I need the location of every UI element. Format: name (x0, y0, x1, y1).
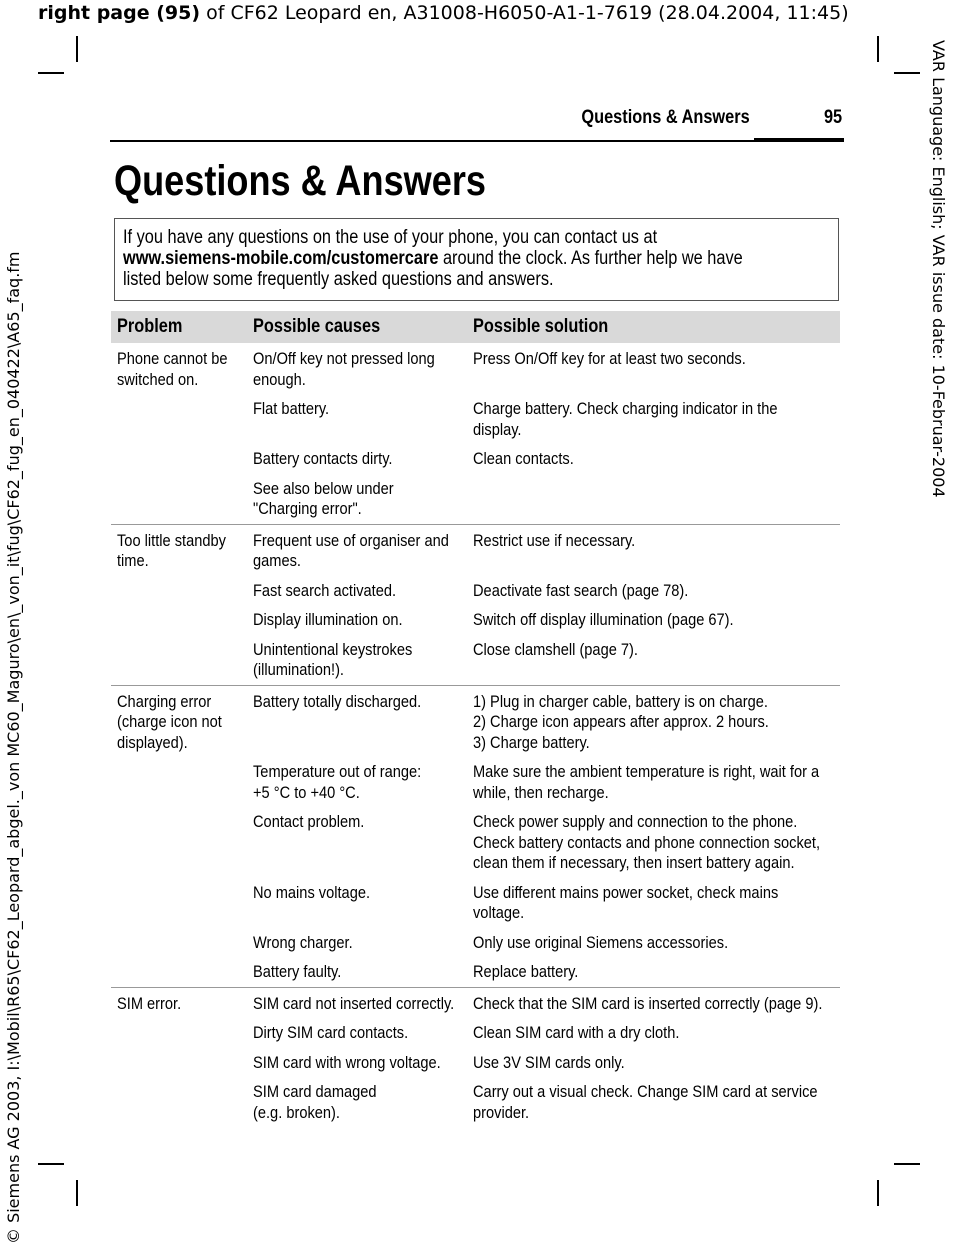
crop-mark (76, 36, 78, 62)
running-head (110, 104, 844, 142)
cause-cell-line: Dirty SIM card contacts. (253, 1023, 409, 1042)
customercare-link[interactable]: www.siemens-mobile.com/customercare (123, 248, 439, 269)
var-language-label: VAR Language: English; VAR issue date: 10-Februar-2004 (929, 40, 948, 498)
crop-mark (894, 1163, 920, 1165)
table-row (253, 962, 840, 983)
solution-cell-line: display. (473, 419, 522, 439)
problem-cell (117, 531, 247, 572)
solution-cell-line: Press On/Off key for at least two seconds. (473, 349, 746, 368)
solution-cell (473, 399, 827, 440)
cause-cell-line: Wrong charger. (253, 932, 353, 952)
cause-cell-line: SIM card damaged (253, 1082, 377, 1101)
solution-cell-line: Deactivate fast search (page 78). (473, 580, 689, 600)
problem-cell-line: Phone cannot be (117, 349, 228, 368)
solution-cell (473, 349, 790, 370)
solution-cell (473, 962, 596, 983)
table-row (253, 1053, 840, 1074)
cause-cell (253, 349, 464, 390)
problem-group (111, 988, 840, 1128)
intro-box (114, 218, 839, 301)
cause-cell-line: Temperature out of range: (253, 762, 422, 781)
solution-cell (473, 1023, 713, 1044)
header-causes: Possible causes (253, 316, 381, 337)
cause-cell-line: enough. (253, 369, 306, 389)
solution-cell-line: Close clamshell (page 7). (473, 639, 638, 659)
cause-cell (253, 933, 369, 954)
problem-cell-line: displayed). (117, 732, 188, 752)
page-title: Questions & Answers (114, 157, 487, 205)
problem-cell-line: switched on. (117, 369, 199, 389)
cause-cell-line: (illumination!). (253, 660, 344, 679)
cause-cell-line: Display illumination on. (253, 610, 403, 629)
solution-cell-line: provider. (473, 1102, 530, 1122)
cause-cell (253, 1023, 433, 1044)
solution-cell (473, 449, 590, 470)
problem-cell (117, 349, 247, 390)
table-row (253, 581, 840, 602)
cause-cell (253, 962, 356, 983)
solution-cell (473, 994, 879, 1015)
cause-cell-line: Flat battery. (253, 399, 330, 418)
table-row (253, 349, 840, 390)
header-rule (110, 140, 844, 142)
cause-cell-line: games. (253, 551, 301, 570)
page-number: 95 (823, 107, 842, 128)
cause-cell-line: "Charging error". (253, 499, 362, 518)
cause-cell (253, 640, 438, 681)
problem-group (111, 525, 840, 686)
solution-cell (473, 610, 776, 631)
intro-line (123, 248, 743, 269)
cause-cell (253, 581, 419, 602)
cause-cell-line: On/Off key not pressed long (253, 349, 435, 368)
table-row (253, 994, 840, 1015)
solution-cell-line: Use 3V SIM cards only. (473, 1052, 625, 1072)
print-stamp-bold: right page (95) (38, 2, 201, 24)
cause-cell (253, 399, 342, 420)
table-row (253, 812, 840, 874)
crop-mark (877, 1180, 879, 1206)
cause-cell (253, 1082, 397, 1123)
solution-cell-line: 3) Charge battery. (473, 732, 590, 752)
cause-cell-line: SIM card with wrong voltage. (253, 1052, 441, 1072)
cause-cell-line: Unintentional keystrokes (253, 639, 413, 659)
cause-cell-line: Fast search activated. (253, 580, 397, 600)
table-row (253, 1082, 840, 1123)
solution-cell-line: Check that the SIM card is inserted correctly (page 9). (473, 993, 823, 1013)
solution-cell-line: Replace battery. (473, 962, 579, 981)
problem-cell (117, 994, 247, 1015)
solution-cell-line: 2) Charge icon appears after approx. 2 hours. (473, 712, 769, 731)
solution-cell (473, 762, 876, 803)
solution-cell (473, 581, 723, 602)
crop-mark (38, 72, 64, 74)
crop-mark (894, 72, 920, 74)
table-header (111, 311, 840, 343)
header-problem: Problem (117, 316, 183, 337)
problem-cell (117, 692, 247, 754)
solution-cell-line: Check power supply and connection to the phone. (473, 812, 798, 831)
solution-cell-line: clean them if necessary, then insert battery again. (473, 853, 795, 872)
table-row (253, 883, 840, 924)
solution-cell-line: Charge battery. Check charging indicator in the (473, 399, 778, 418)
header-rule-accent (754, 138, 844, 142)
cause-cell (253, 692, 449, 713)
problem-group (111, 686, 840, 988)
solution-cell (473, 531, 662, 552)
cause-cell-line: +5 °C to +40 °C. (253, 782, 360, 802)
solution-cell-line: Check battery contacts and phone connection socket, (473, 832, 821, 852)
cause-cell (253, 994, 487, 1015)
running-head-title: Questions & Answers (581, 107, 750, 128)
solution-cell-line: Make sure the ambient temperature is right, wait for a (473, 762, 820, 781)
cause-cell (253, 531, 481, 572)
solution-cell (473, 933, 770, 954)
faq-table (111, 311, 840, 1127)
table-row (253, 692, 840, 754)
solution-cell-line: Restrict use if necessary. (473, 530, 636, 550)
cause-cell (253, 449, 415, 470)
table-row (253, 640, 840, 681)
cause-cell-line: Battery faulty. (253, 962, 342, 981)
solution-cell-line: while, then recharge. (473, 782, 609, 802)
solution-cell (473, 692, 817, 754)
problem-cell-line: Too little standby (117, 530, 226, 550)
table-row (253, 399, 840, 440)
solution-cell-line: Switch off display illumination (page 67). (473, 610, 734, 629)
table-row (253, 449, 840, 470)
intro-line: If you have any questions on the use of your phone, you can contact us at (123, 227, 658, 248)
problem-cell-line: SIM error. (117, 993, 182, 1013)
header-solution: Possible solution (473, 316, 609, 337)
cause-cell-line: Battery contacts dirty. (253, 449, 393, 468)
solution-cell (473, 812, 877, 874)
intro-line-rest: around the clock. As further help we have (438, 248, 743, 269)
table-row (253, 479, 840, 520)
crop-mark (76, 1180, 78, 1206)
table-row (253, 933, 840, 954)
cause-cell-line: (e.g. broken). (253, 1102, 340, 1122)
cause-cell (253, 812, 382, 833)
problem-cell-line: (charge icon not (117, 712, 222, 731)
solution-cell-line: Use different mains power socket, check mains (473, 882, 779, 902)
solution-cell-line: Only use original Siemens accessories. (473, 932, 729, 952)
cause-cell-line: No mains voltage. (253, 882, 371, 902)
solution-cell (473, 1082, 874, 1123)
solution-cell-line: voltage. (473, 903, 525, 922)
print-stamp-rest: of CF62 Leopard en, A31008-H6050-A1-1-7619 (28.04.2004, 11:45) (200, 2, 849, 24)
print-stamp (38, 1, 849, 25)
cause-cell (253, 762, 449, 803)
cause-cell (253, 610, 427, 631)
cause-cell-line: SIM card not inserted correctly. (253, 993, 455, 1013)
cause-cell (253, 479, 417, 520)
solution-cell-line: Clean contacts. (473, 449, 574, 468)
solution-cell-line: Clean SIM card with a dry cloth. (473, 1023, 680, 1042)
cause-cell-line: Frequent use of organiser and (253, 530, 449, 550)
table-row (253, 531, 840, 572)
cause-cell (253, 1053, 471, 1074)
table-row (253, 1023, 840, 1044)
solution-cell (473, 640, 665, 661)
cause-cell-line: Battery totally discharged. (253, 691, 422, 711)
solution-cell (473, 1053, 649, 1074)
problem-group (111, 343, 840, 525)
solution-cell (473, 883, 828, 924)
problem-cell-line: time. (117, 551, 149, 570)
cause-cell-line: Contact problem. (253, 812, 365, 831)
problem-cell-line: Charging error (117, 691, 212, 711)
table-row (253, 610, 840, 631)
solution-cell-line: Carry out a visual check. Change SIM card at service (473, 1082, 818, 1101)
cause-cell (253, 883, 389, 904)
table-body (111, 343, 840, 1127)
crop-mark (38, 1163, 64, 1165)
solution-cell-line: 1) Plug in charger cable, battery is on charge. (473, 691, 769, 711)
cause-cell-line: See also below under (253, 478, 394, 498)
table-row (253, 762, 840, 803)
crop-mark (877, 36, 879, 62)
file-path-label: © Siemens AG 2003, I:\Mobil\R65\CF62_Leopard_abgel._von MC60_Maguro\en\_von_it\fug\CF62_fug_en_040422\A65_faq.fm (4, 251, 23, 1244)
intro-line: listed below some frequently asked questions and answers. (123, 269, 554, 290)
